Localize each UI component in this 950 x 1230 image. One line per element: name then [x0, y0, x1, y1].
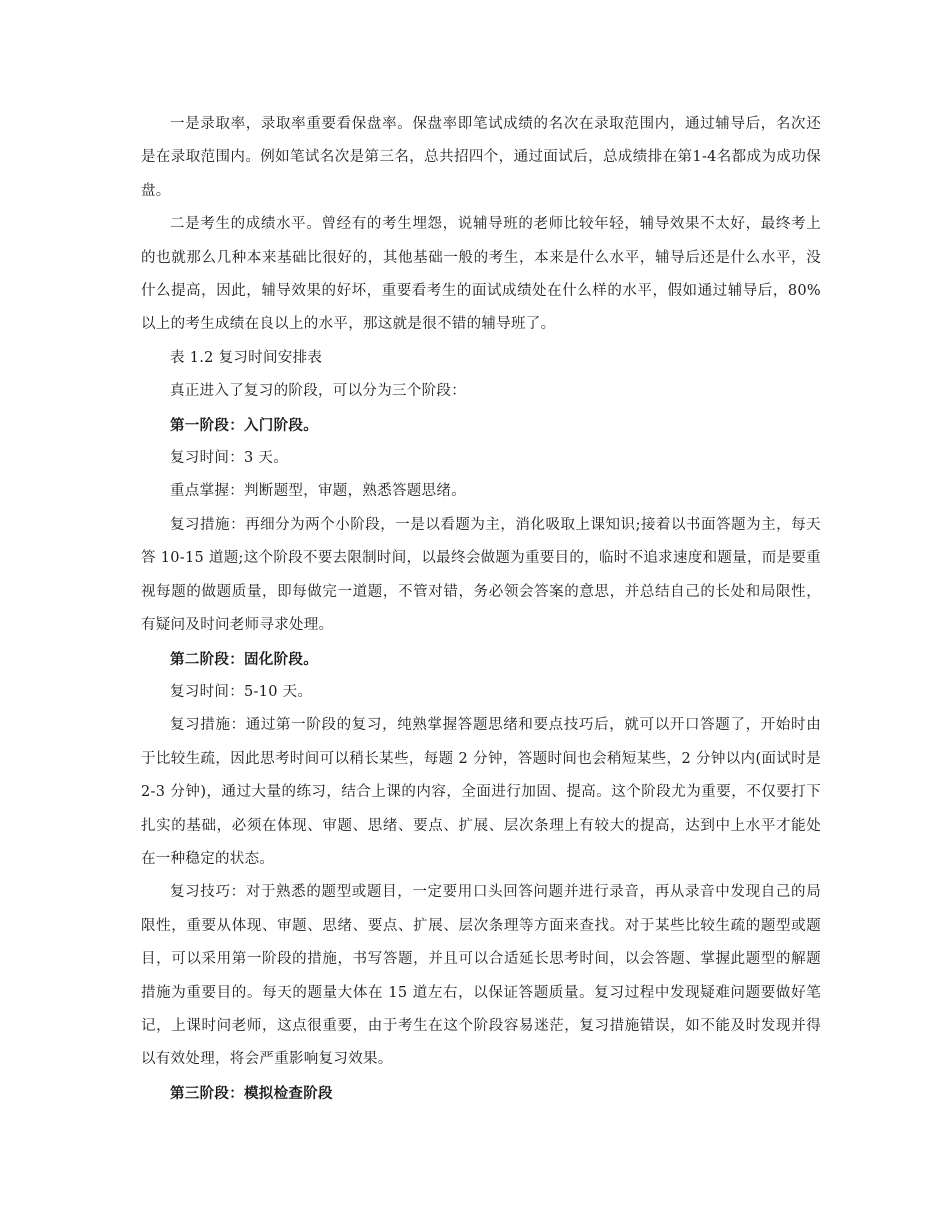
stage-one-time: 复习时间：3 天。: [170, 450, 289, 467]
heading-stage-two: 第二阶段：固化阶段。: [170, 650, 318, 668]
paragraph-score-level: 二是考生的成绩水平。曾经有的考生埋怨，说辅导班的老师比较年轻，辅导效果不太好，最终考上的也就那么几种本来基础比很好的，其他基础一般的考生，本来是什么水平，辅导后还是什么水平，没什么提高，因此，辅导效果的好坏，重要看考生的面试成绩处在什么样的水平，假如通过辅导后，80%以上的考生成绩在良以上的水平，那这就是很不错的辅导班了。: [141, 216, 821, 333]
heading-stage-three: 第三阶段：模拟检查阶段: [170, 1084, 333, 1102]
paragraph-stages-intro: 真正进入了复习的阶段，可以分为三个阶段：: [170, 383, 466, 400]
document-body: [141, 108, 821, 1110]
stage-one-measures: 复习措施：再细分为两个小阶段，一是以看题为主，消化吸取上课知识;接着以书面答题为主，每天答 10-15 道题;这个阶段不要去限制时间，以最终会做题为重要目的，临时不追求速度和题量，而是要重视每题的做题质量，即每做完一道题，不管对错，务必领会答案的意思，并总结自己的长处和局限性，有疑问及时问老师寻求处理。: [141, 516, 821, 634]
heading-stage-one: 第一阶段：入门阶段。: [170, 416, 318, 434]
stage-one-focus: 重点掌握：判断题型，审题，熟悉答题思绪。: [170, 483, 466, 500]
stage-two-tips: 复习技巧：对于熟悉的题型或题目，一定要用口头回答问题并进行录音，再从录音中发现自己的局限性，重要从体现、审题、思绪、要点、扩展、层次条理等方面来查找。对于某些比较生疏的题型或题目，可以采用第一阶段的措施，书写答题，并且可以合适延长思考时间，以会答题、掌握此题型的解题措施为重要目的。每天的题量大体在 15 道左右，以保证答题质量。复习过程中发现疑难问题要做好笔记，上课时问老师，这点很重要，由于考生在这个阶段容易迷茫，复习措施错误，如不能及时发现并得以有效处理，将会严重影响复习效果。: [141, 884, 821, 1068]
stage-two-time: 复习时间：5-10 天。: [170, 683, 313, 700]
stage-two-measures: 复习措施：通过第一阶段的复习，纯熟掌握答题思绪和要点技巧后，就可以开口答题了，开始时由于比较生疏，因此思考时间可以稍长某些，每题 2 分钟，答题时间也会稍短某些，2 分钟以内(面试时是 2-3 分钟)，通过大量的练习，结合上课的内容，全面进行加固、提高。这个阶段尤为重要，不仅要打下扎实的基础，必须在体现、审题、思绪、要点、扩展、层次条理上有较大的提高，达到中上水平才能处在一种稳定的状态。: [141, 717, 821, 867]
paragraph-admission-rate: 一是录取率，录取率重要看保盘率。保盘率即笔试成绩的名次在录取范围内，通过辅导后，名次还是在录取范围内。例如笔试名次是第三名，总共招四个，通过面试后，总成绩排在第1-4名都成为成功保盘。: [141, 116, 821, 199]
table-caption: 表 1.2 复习时间安排表: [170, 349, 323, 366]
